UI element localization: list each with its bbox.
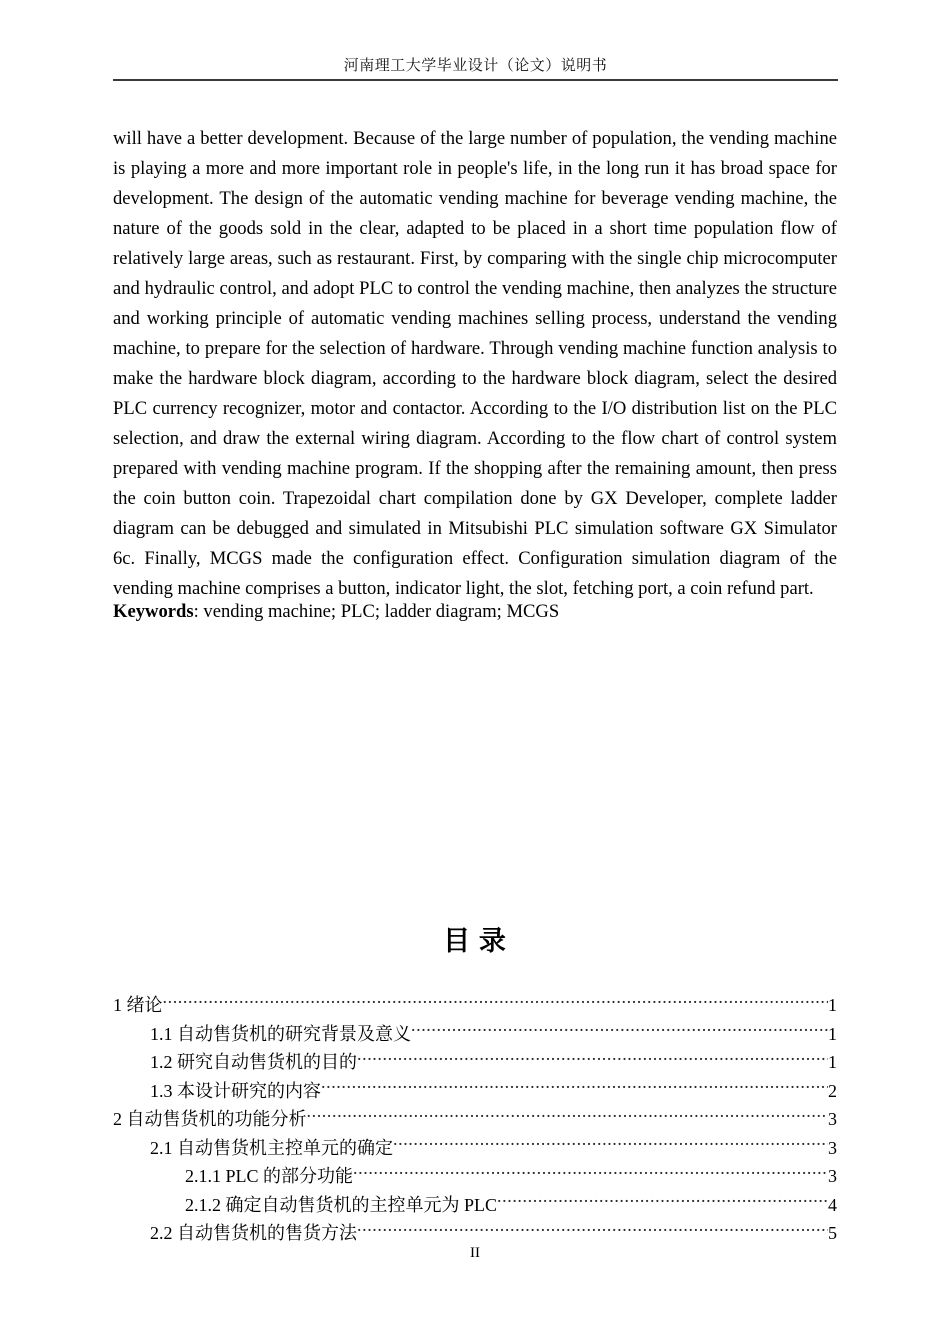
- toc-entry-page: 1: [828, 1023, 837, 1044]
- toc-entry-label: 2.1.1 PLC 的部分功能: [185, 1166, 354, 1186]
- toc-dot-leader: [307, 1107, 829, 1125]
- toc-entry-page: 5: [828, 1223, 837, 1243]
- toc-entry[interactable]: [113, 1191, 837, 1220]
- toc-entry-label: 2.2 自动售货机的售货方法: [150, 1223, 357, 1243]
- header-title: 河南理工大学毕业设计（论文）说明书: [343, 58, 608, 74]
- toc-dot-leader: [353, 1164, 828, 1182]
- toc-entry[interactable]: [113, 1048, 837, 1077]
- toc-dot-leader: [393, 1136, 828, 1154]
- toc-list: [113, 991, 837, 1248]
- toc-entry-page: 3: [828, 1166, 837, 1186]
- toc-entry-page: 1: [828, 1052, 837, 1072]
- toc-entry-label: 1.3 本设计研究的内容: [150, 1080, 321, 1101]
- toc-entry-label: 1.2 研究自动售货机的目的: [150, 1052, 357, 1072]
- toc-dot-leader: [321, 1079, 828, 1097]
- header-divider: [113, 79, 838, 81]
- keywords-block: [113, 597, 837, 627]
- toc-entry-label: 1.1 自动售货机的研究背景及意义: [150, 1023, 411, 1044]
- toc-entry[interactable]: [113, 1077, 837, 1106]
- page-header: [113, 55, 838, 81]
- toc-entry-page: 4: [828, 1194, 837, 1215]
- toc-entry-page: 1: [828, 995, 837, 1015]
- toc-entry-label: 2 自动售货机的功能分析: [113, 1109, 307, 1129]
- toc-dot-leader: [497, 1193, 828, 1211]
- toc-entry-page: 3: [828, 1109, 837, 1129]
- toc-entry-page: 2: [828, 1080, 837, 1101]
- toc-entry-page: 3: [828, 1137, 837, 1158]
- toc-entry-label: 1 绪论: [113, 995, 163, 1015]
- toc-dot-leader: [357, 1050, 828, 1068]
- toc-dot-leader: [357, 1221, 828, 1239]
- toc-entry-label: 2.1 自动售货机主控单元的确定: [150, 1137, 393, 1158]
- toc-heading: 目 录: [443, 926, 507, 956]
- toc-entry[interactable]: [113, 991, 837, 1020]
- page-number: II: [470, 1245, 480, 1261]
- keywords-label: Keywords: [113, 601, 194, 622]
- toc-dot-leader: [411, 1022, 828, 1040]
- toc-entry-label: 2.1.2 确定自动售货机的主控单元为 PLC: [185, 1194, 498, 1215]
- keywords-value: : vending machine; PLC; ladder diagram; MCGS: [193, 601, 560, 622]
- abstract-body: [113, 124, 837, 604]
- toc-entry[interactable]: [113, 1105, 837, 1134]
- toc-entry[interactable]: [113, 1134, 837, 1163]
- toc-entry[interactable]: [113, 1020, 837, 1049]
- abstract-paragraph: will have a better development. Because of the large number of population, the vending machine is playing a more and more important role in people's life, in the long run it has broad space for development. The design of the automatic vending machine for beverage vending machine, the nature of the goods sold in the clear, adapted to be placed in a short time population flow of relatively large areas, such as restaurant. First, by comparing with the single chip microcomputer and hydraulic control, and adopt PLC to control the vending machine, then analyzes the structure and working principle of automatic vending machines selling process, understand the vending machine, to prepare for the selection of hardware. Through vending machine function analysis to make the hardware block diagram, according to the hardware block diagram, select the desired PLC currency recognizer, motor and contactor. According to the I/O distribution list on the PLC selection, and draw the external wiring diagram. According to the flow chart of control system prepared with vending machine program. If the shopping after the remaining amount, then press the coin button coin. Trapezoidal chart compilation done by GX Developer, complete ladder diagram can be debugged and simulated in Mitsubishi PLC simulation software GX Simulator 6c. Finally, MCGS made the configuration effect. Configuration simulation diagram of the vending machine comprises a button, indicator light, the slot, fetching port, a coin refund part.: [113, 128, 837, 599]
- keywords-line: [113, 597, 837, 627]
- toc-dot-leader: [163, 993, 829, 1011]
- toc-entry[interactable]: [113, 1162, 837, 1191]
